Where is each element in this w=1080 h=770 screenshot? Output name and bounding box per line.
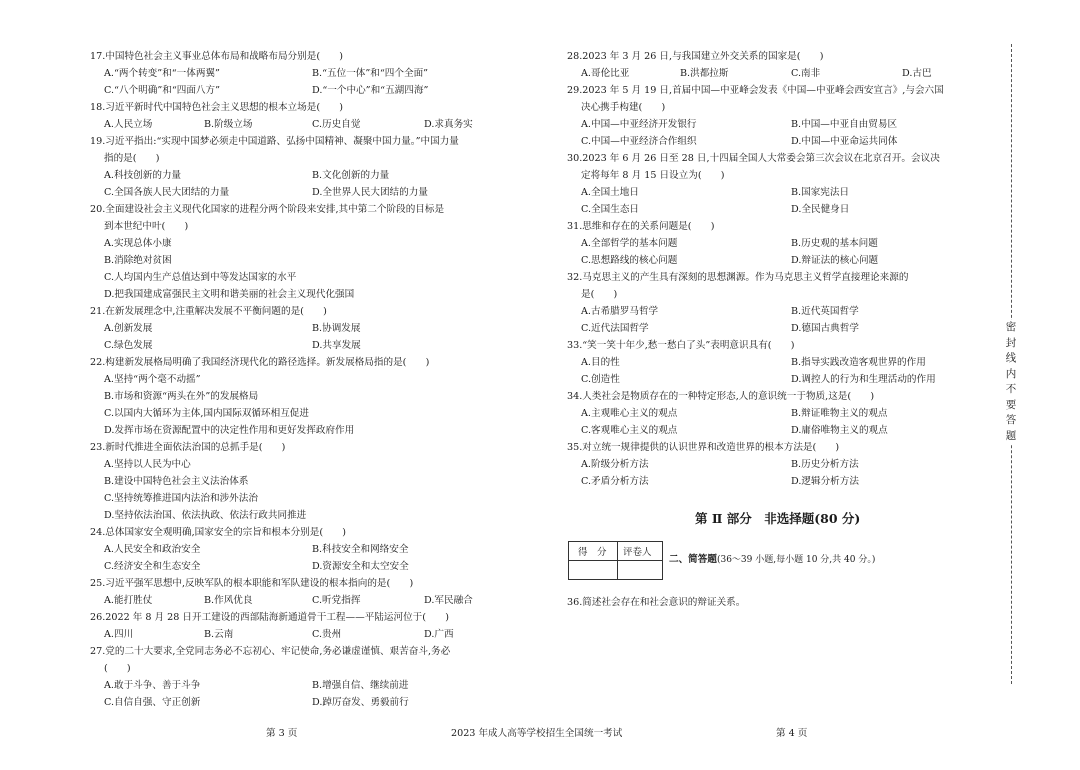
q32-option-a: A.古希腊罗马哲学 (581, 306, 659, 317)
q35-option-b: B.历史分析方法 (791, 459, 859, 470)
q20-option-c: C.人均国内生产总值达到中等发达国家的水平 (104, 272, 297, 283)
q20-option-a: A.实现总体小康 (104, 238, 172, 249)
q21-option-c: C.绿色发展 (104, 340, 153, 351)
q20-stem-line2: 到本世纪中叶( ) (104, 221, 189, 232)
q30-stem-line2: 定将每年 8 月 15 日设立为( ) (581, 170, 725, 181)
footer-exam-title: 2023 年成人高等学校招生全国统一考试 (451, 728, 623, 739)
q21-options-row2 (90, 339, 520, 353)
q23-stem: 23.新时代推进全面依法治国的总抓手是( ) (90, 442, 286, 453)
q34-option-a: A.主观唯心主义的观点 (581, 408, 678, 419)
q24-option-d: D.资源安全和太空安全 (312, 561, 409, 572)
q24-stem: 24.总体国家安全观明确,国家安全的宗旨和根本分别是( ) (90, 527, 347, 538)
q34-options-row2 (567, 424, 1002, 438)
seal-text: 密封线内不要答题 (1002, 320, 1020, 444)
q24-option-c: C.经济安全和生态安全 (104, 561, 201, 572)
q24-options-row2 (90, 560, 520, 574)
q25-options (90, 594, 520, 608)
q21-options-row1 (90, 322, 520, 336)
q29-option-d: D.中国—中亚命运共同体 (791, 136, 898, 147)
q26-option-a: A.四川 (104, 629, 134, 640)
q29-option-c: C.中国—中亚经济合作组织 (581, 136, 697, 147)
q17-option-c: C.“八个明确”和“四面八方” (104, 85, 221, 96)
q27-options-row2 (90, 696, 520, 710)
q31-option-a: A.全部哲学的基本问题 (581, 238, 678, 249)
q30-option-d: D.全民健身日 (791, 204, 850, 215)
score-label: 得 分 (578, 547, 607, 558)
q29-option-b: B.中国—中亚自由贸易区 (791, 119, 898, 130)
footer-page-right: 第 4 页 (776, 728, 808, 739)
q33-option-c: C.创造性 (581, 374, 620, 385)
q31-option-b: B.历史观的基本问题 (791, 238, 878, 249)
q27-option-a: A.敢于斗争、善于斗争 (104, 680, 201, 691)
q33-option-b: B.指导实践改造客观世界的作用 (791, 357, 926, 368)
q28-option-b: B.洪都拉斯 (680, 68, 729, 79)
q27-option-d: D.踔厉奋发、勇毅前行 (312, 697, 409, 708)
q30-option-b: B.国家宪法日 (791, 187, 850, 198)
q30-option-c: C.全国生态日 (581, 204, 640, 215)
q17-option-a: A.“两个转变”和“一体两翼” (104, 68, 220, 79)
q35-stem: 35.对立统一规律提供的认识世界和改造世界的根本方法是( ) (567, 442, 840, 453)
q26-option-c: C.贵州 (312, 629, 342, 640)
q29-options-row2 (567, 135, 1002, 149)
q31-option-d: D.辩证法的核心问题 (791, 255, 879, 266)
q18-stem: 18.习近平新时代中国特色社会主义思想的根本立场是( ) (90, 102, 343, 113)
q19-stem-line1: 19.习近平指出:“实现中国梦必须走中国道路、弘扬中国精神、凝聚中国力量。”中国力量 (90, 136, 459, 147)
q28-option-d: D.古巴 (902, 68, 932, 79)
q31-option-c: C.思想路线的核心问题 (581, 255, 678, 266)
q18-option-c: C.历史自觉 (312, 119, 361, 130)
q27-option-c: C.自信自强、守正创新 (104, 697, 201, 708)
q29-options-row1 (567, 118, 1002, 132)
q32-stem-line1: 32.马克思主义的产生具有深刻的思想渊源。作为马克思主义哲学直接理论来源的 (567, 272, 909, 283)
q34-option-c: C.客观唯心主义的观点 (581, 425, 678, 436)
q29-stem-line1: 29.2023 年 5 月 19 日,首届中国—中亚峰会发表《中国—中亚峰会西安宣言》,与会六国 (567, 85, 944, 96)
q26-options (90, 628, 520, 642)
q27-stem-line2: ( ) (104, 663, 131, 674)
q22-option-c: C.以国内大循环为主体,国内国际双循环相互促进 (104, 408, 309, 419)
section-title-part2: 第 Ⅱ 部分 非选择题(80 分) (695, 511, 861, 526)
part2-heading: 二、简答题 (669, 554, 717, 565)
part2-note: (36～39 小题,每小题 10 分,共 40 分。) (716, 555, 876, 565)
q28-option-c: C.南非 (791, 68, 821, 79)
q29-stem-line2: 决心携手构建( ) (581, 102, 666, 113)
q24-options-row1 (90, 543, 520, 557)
q32-option-d: D.德国古典哲学 (791, 323, 859, 334)
q27-options-row1 (90, 679, 520, 693)
q18-option-b: B.阶级立场 (204, 119, 253, 130)
q30-options-row1 (567, 186, 1002, 200)
q32-option-c: C.近代法国哲学 (581, 323, 649, 334)
q17-option-d: D.“一个中心”和“五湖四海” (312, 85, 429, 96)
grader-label: 评卷人 (623, 547, 652, 558)
footer-page-left: 第 3 页 (266, 728, 298, 739)
score-box-divider-v (617, 542, 618, 579)
q21-option-a: A.创新发展 (104, 323, 153, 334)
q26-stem: 26.2022 年 8 月 28 日开工建设的西部陆海新通道骨干工程——平陆运河位于( ) (90, 612, 449, 623)
q27-option-b: B.增强自信、继续前进 (312, 680, 409, 691)
q21-stem: 21.在新发展理念中,注重解决发展不平衡问题的是( ) (90, 306, 327, 317)
q29-option-a: A.中国—中亚经济开发银行 (581, 119, 697, 130)
q19-option-b: B.文化创新的力量 (312, 170, 390, 181)
q17-option-b: B.“五位一体”和“四个全面” (312, 68, 429, 79)
q31-options-row1 (567, 237, 1002, 251)
q35-option-a: A.阶级分析方法 (581, 459, 649, 470)
q18-option-a: A.人民立场 (104, 119, 153, 130)
q22-option-d: D.发挥市场在资源配置中的决定性作用和更好发挥政府作用 (104, 425, 355, 436)
q27-stem-line1: 27.党的二十大要求,全党同志务必不忘初心、牢记使命,务必谦虚谨慎、艰苦奋斗,务必 (90, 646, 451, 657)
q28-stem: 28.2023 年 3 月 26 日,与我国建立外交关系的国家是( ) (567, 51, 824, 62)
q22-stem: 22.构建新发展格局明确了我国经济现代化的路径选择。新发展格局指的是( ) (90, 357, 430, 368)
q35-options-row1 (567, 458, 1002, 472)
q20-option-d: D.把我国建成富强民主文明和谐美丽的社会主义现代化强国 (104, 289, 355, 300)
score-box-divider-h (569, 560, 662, 561)
q35-option-c: C.矛盾分析方法 (581, 476, 649, 487)
q19-option-c: C.全国各族人民大团结的力量 (104, 187, 230, 198)
q34-options-row1 (567, 407, 1002, 421)
q22-option-b: B.市场和资源“两头在外”的发展格局 (104, 391, 259, 402)
q30-stem-line1: 30.2023 年 6 月 26 日至 28 日,十四届全国人大常委会第三次会议在北京召开。会议决 (567, 153, 940, 164)
q23-option-a: A.坚持以人民为中心 (104, 459, 191, 470)
q33-option-a: A.目的性 (581, 357, 620, 368)
q32-stem-line2: 是( ) (581, 289, 618, 300)
q25-option-c: C.听党指挥 (312, 595, 361, 606)
q23-option-b: B.建设中国特色社会主义法治体系 (104, 476, 249, 487)
q19-options-row2 (90, 186, 520, 200)
score-box (568, 541, 663, 580)
q28-option-a: A.哥伦比亚 (581, 68, 630, 79)
q30-option-a: A.全国土地日 (581, 187, 639, 198)
q18-option-d: D.求真务实 (424, 119, 473, 130)
q31-options-row2 (567, 254, 1002, 268)
q36-stem: 36.简述社会存在和社会意识的辩证关系。 (567, 597, 746, 608)
q19-option-d: D.全世界人民大团结的力量 (312, 187, 428, 198)
q25-option-a: A.能打胜仗 (104, 595, 153, 606)
q19-option-a: A.科技创新的力量 (104, 170, 182, 181)
q35-option-d: D.逻辑分析方法 (791, 476, 859, 487)
q34-option-d: D.庸俗唯物主义的观点 (791, 425, 888, 436)
q25-option-b: B.作风优良 (204, 595, 253, 606)
q33-stem: 33.“笑一笑十年少,愁一愁白了头”表明意识具有( ) (567, 340, 795, 351)
q33-option-d: D.调控人的行为和生理活动的作用 (791, 374, 936, 385)
q20-option-b: B.消除绝对贫困 (104, 255, 172, 266)
q30-options-row2 (567, 203, 1002, 217)
q22-option-a: A.坚持“两个毫不动摇” (104, 374, 201, 385)
q24-option-a: A.人民安全和政治安全 (104, 544, 201, 555)
q17-stem: 17.中国特色社会主义事业总体布局和战略布局分别是( ) (90, 51, 343, 62)
part2-heading-line (669, 553, 875, 567)
q35-options-row2 (567, 475, 1002, 489)
q21-option-d: D.共享发展 (312, 340, 361, 351)
q32-option-b: B.近代英国哲学 (791, 306, 859, 317)
q17-options-row2 (90, 84, 520, 98)
q23-option-c: C.坚持统筹推进国内法治和涉外法治 (104, 493, 258, 504)
q33-options-row1 (567, 356, 1002, 370)
q25-option-d: D.军民融合 (424, 595, 473, 606)
q31-stem: 31.思维和存在的关系问题是( ) (567, 221, 715, 232)
q34-option-b: B.辩证唯物主义的观点 (791, 408, 888, 419)
q32-options-row1 (567, 305, 1002, 319)
q28-options (567, 67, 1002, 81)
q25-stem: 25.习近平强军思想中,反映军队的根本职能和军队建设的根本指向的是( ) (90, 578, 414, 589)
q33-options-row2 (567, 373, 1002, 387)
q23-option-d: D.坚持依法治国、依法执政、依法行政共同推进 (104, 510, 307, 521)
q17-options-row1 (90, 67, 520, 81)
q26-option-b: B.云南 (204, 629, 234, 640)
q32-options-row2 (567, 322, 1002, 336)
q18-options (90, 118, 520, 132)
q19-options-row1 (90, 169, 520, 183)
q24-option-b: B.科技安全和网络安全 (312, 544, 409, 555)
q26-option-d: D.广西 (424, 629, 454, 640)
q21-option-b: B.协调发展 (312, 323, 361, 334)
q34-stem: 34.人类社会是物质存在的一种特定形态,人的意识统一于物质,这是( ) (567, 391, 875, 402)
q19-stem-line2: 指的是( ) (104, 153, 160, 164)
q20-stem-line1: 20.全面建设社会主义现代化国家的进程分两个阶段来安排,其中第二个阶段的目标是 (90, 204, 445, 215)
